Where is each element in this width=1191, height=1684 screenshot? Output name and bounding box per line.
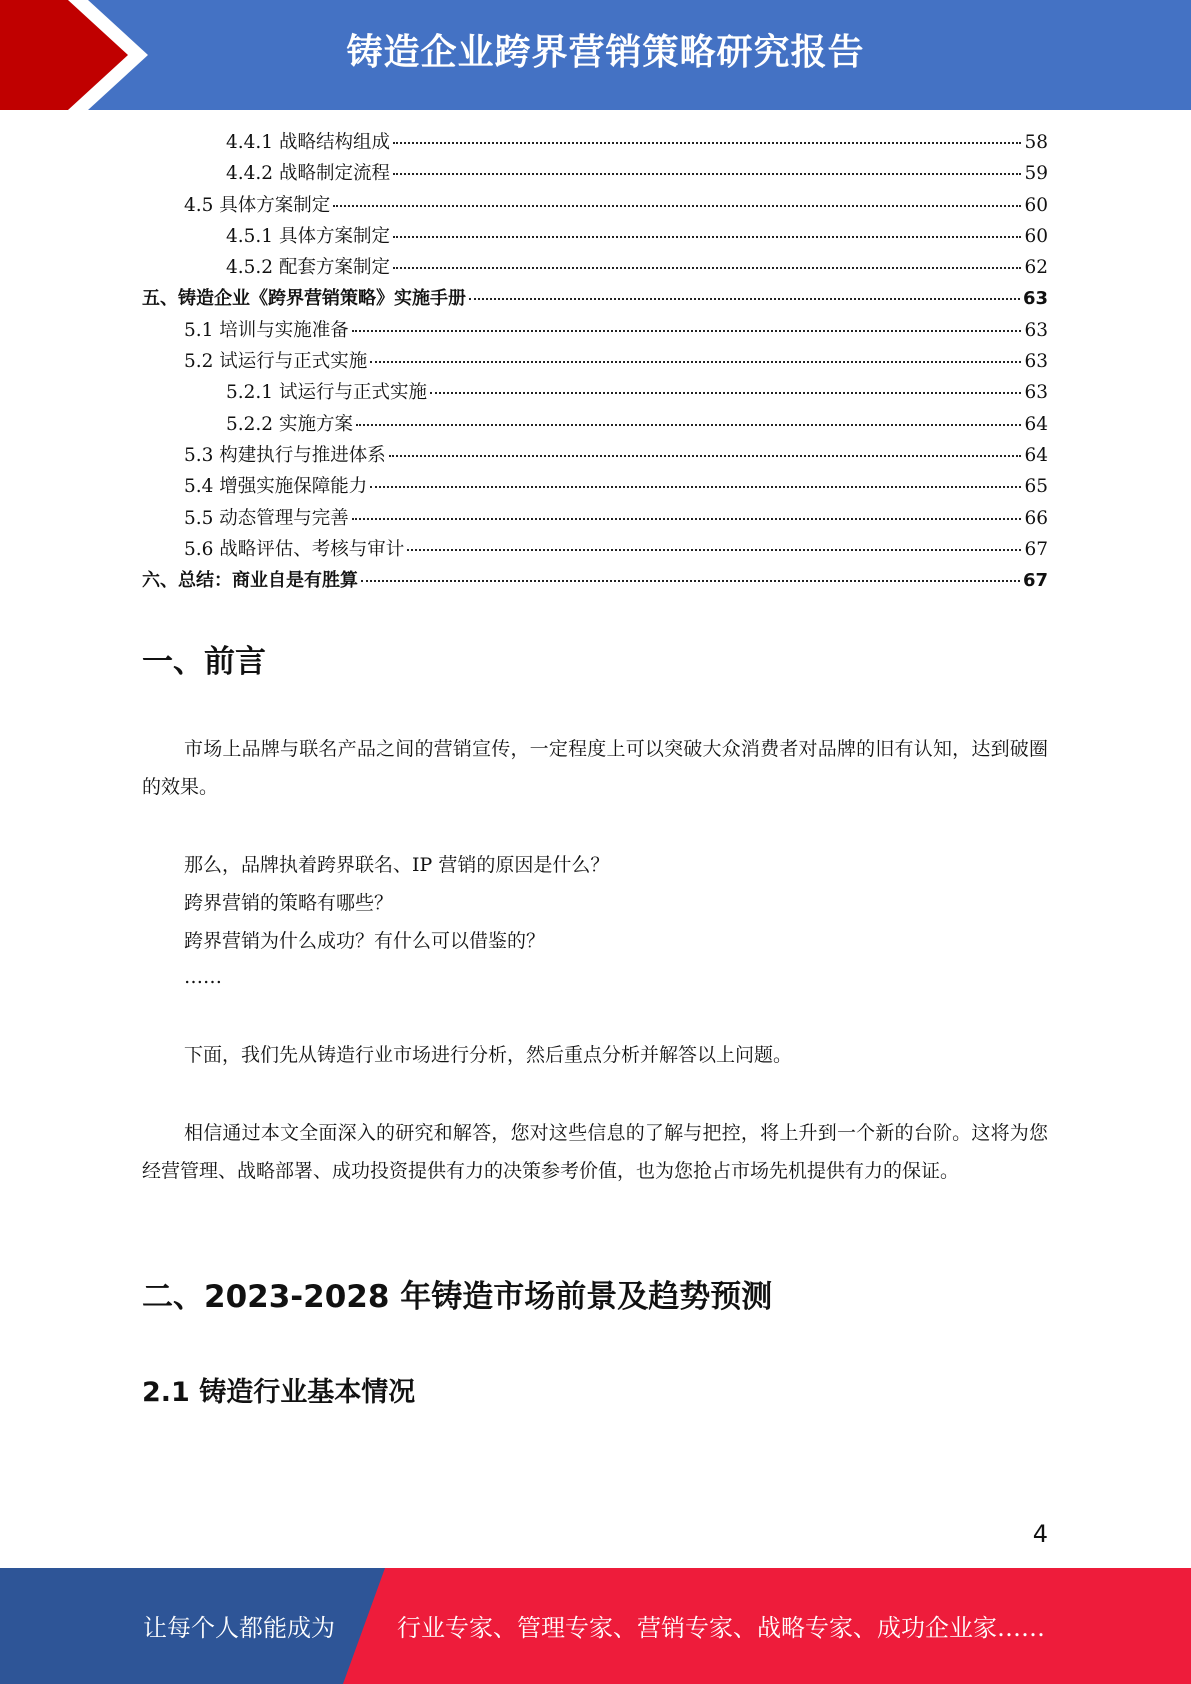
toc-entry[interactable] [142,316,1048,347]
toc-label: 六、总结：商业自是有胜算 [142,570,358,592]
table-of-contents [142,128,1048,597]
toc-entry[interactable] [142,535,1048,566]
toc-leader-dots [393,142,1021,144]
toc-label: 4.5.1 具体方案制定 [226,225,390,247]
page-header [0,0,1191,110]
toc-entry[interactable] [142,566,1048,597]
section-heading-market-outlook: 二、2023-2028 年铸造市场前景及趋势预测 [142,1279,773,1315]
toc-entry[interactable] [142,253,1048,284]
toc-page: 63 [1024,382,1048,404]
footer-slogan-right: 行业专家、管理专家、营销专家、战略专家、成功企业家…… [397,1614,1045,1642]
preface-paragraph-3: 相信通过本文全面深入的研究和解答，您对这些信息的了解与把控，将上升到一个新的台阶。这将为您经营管理、战略部署、成功投资提供有力的决策参考价值，也为您抢占市场先机提供有力的保证。 [142,1122,1048,1182]
preface-paragraph-1: 市场上品牌与联名产品之间的营销宣传，一定程度上可以突破大众消费者对品牌的旧有认知，达到破圈的效果。 [142,738,1048,798]
toc-label: 5.4 增强实施保障能力 [184,476,368,498]
question-line: 跨界营销为什么成功？有什么可以借鉴的？ [184,930,546,952]
toc-label: 5.3 构建执行与推进体系 [184,444,386,466]
toc-page: 67 [1022,570,1048,592]
toc-label: 4.5 具体方案制定 [184,194,331,216]
toc-label: 5.1 培训与实施准备 [184,319,349,341]
toc-leader-dots [352,518,1022,520]
question-ellipsis: …… [184,966,222,988]
toc-label: 5.5 动态管理与完善 [184,507,349,529]
toc-label: 5.2.1 试运行与正式实施 [226,382,427,404]
toc-label: 五、铸造企业《跨界营销策略》实施手册 [142,288,466,310]
toc-label: 5.6 战略评估、考核与审计 [184,538,405,560]
toc-leader-dots [370,361,1021,363]
toc-leader-dots [370,486,1021,488]
toc-label: 4.4.2 战略制定流程 [226,163,390,185]
toc-leader-dots [393,267,1021,269]
toc-leader-dots [361,580,1020,582]
page-number: 4 [1032,1520,1048,1548]
toc-entry[interactable] [142,191,1048,222]
toc-label: 4.5.2 配套方案制定 [226,257,390,279]
toc-page: 60 [1024,225,1048,247]
toc-entry[interactable] [142,128,1048,159]
toc-entry[interactable] [142,222,1048,253]
toc-page: 66 [1024,507,1048,529]
toc-leader-dots [407,549,1021,551]
toc-page: 64 [1024,444,1048,466]
toc-label: 5.2 试运行与正式实施 [184,351,368,373]
toc-page: 63 [1022,288,1048,310]
toc-entry[interactable] [142,347,1048,378]
toc-entry[interactable] [142,159,1048,190]
toc-entry[interactable] [142,284,1048,315]
toc-label: 4.4.1 战略结构组成 [226,132,390,153]
toc-page: 59 [1024,163,1048,185]
toc-leader-dots [430,392,1021,394]
toc-page: 62 [1024,257,1048,279]
question-line: 跨界营销的策略有哪些？ [184,892,394,914]
preface-paragraph-2: 下面，我们先从铸造行业市场进行分析，然后重点分析并解答以上问题。 [184,1044,793,1066]
toc-entry[interactable] [142,472,1048,503]
toc-leader-dots [393,236,1021,238]
toc-page: 67 [1024,538,1048,560]
report-title: 铸造企业跨界营销策略研究报告 [346,32,865,73]
toc-entry[interactable] [142,378,1048,409]
toc-page: 60 [1024,194,1048,216]
toc-page: 64 [1024,413,1048,435]
toc-entry[interactable] [142,410,1048,441]
toc-leader-dots [356,424,1022,426]
toc-page: 63 [1024,319,1048,341]
toc-entry[interactable] [142,504,1048,535]
toc-leader-dots [393,173,1021,175]
footer-slogan-left: 让每个人都能成为 [143,1614,335,1642]
subsection-heading: 2.1 铸造行业基本情况 [142,1377,416,1408]
toc-leader-dots [352,330,1022,332]
toc-entry[interactable] [142,441,1048,472]
toc-page: 65 [1024,476,1048,498]
page-footer [0,1568,1191,1684]
toc-page: 63 [1024,351,1048,373]
question-line: 那么，品牌执着跨界联名、IP 营销的原因是什么？ [184,854,610,876]
toc-leader-dots [389,455,1022,457]
toc-label: 5.2.2 实施方案 [226,413,353,435]
toc-leader-dots [333,205,1021,207]
toc-leader-dots [469,298,1020,300]
section-heading-preface: 一、前言 [142,644,266,680]
toc-page: 58 [1024,132,1048,153]
